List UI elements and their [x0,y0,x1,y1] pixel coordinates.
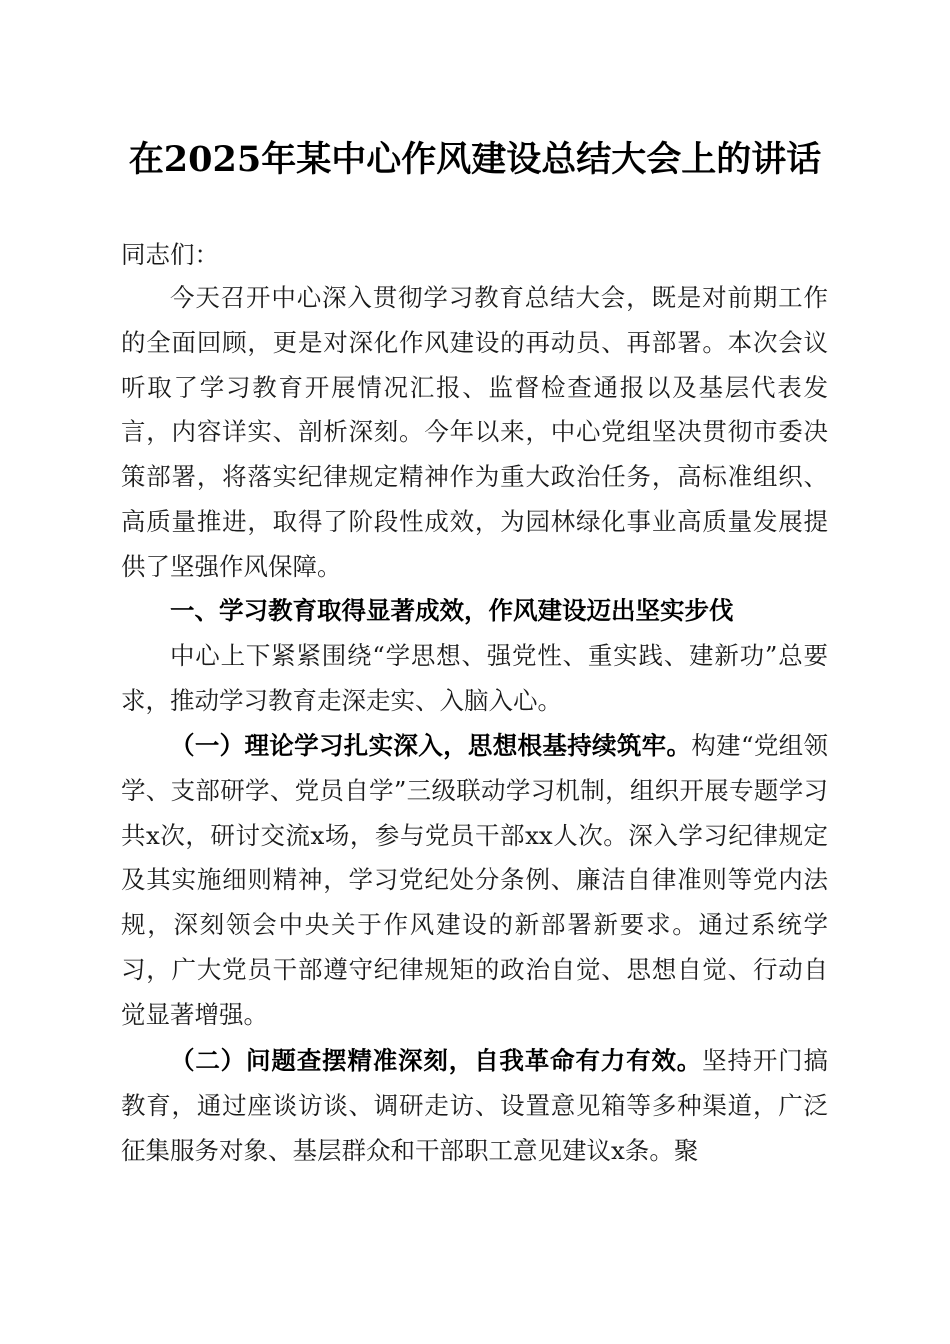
subsection-2-lead: （二）问题查摆精准深刻，自我革命有力有效。 [170,1046,703,1075]
document-title: 在2025年某中心作风建设总结大会上的讲话 [128,139,822,180]
subsection-2-paragraph [121,1039,828,1173]
subsection-1-text: 构建“党组领学、支部研学、党员自学”三级联动学习机制，组织开展专题学习共x次，研讨交流x场，参与党员干部xx人次。深入学习纪律规定及其实施细则精神，学习党纪处分条例、廉洁自律准则等党内法规，深刻领会中央关于作风建设的新部署新要求。通过系统学习，广大党员干部遵守纪律规矩的政治自觉、思想自觉、行动自觉显著增强。 [121,731,828,1029]
subsection-2-text: 坚持开门搞教育，通过座谈访谈、调研走访、设置意见箱等多种渠道，广泛征集服务对象、基层群众和干部职工意见建议x条。聚 [121,1046,829,1165]
subsection-1-paragraph [121,724,828,1038]
section-intro-paragraph: 中心上下紧紧围绕“学思想、强党性、重实践、建新功”总要求，推动学习教育走深走实、入脑入心。 [121,641,828,715]
salutation: 同志们： [121,240,219,269]
subsection-1-lead: （一）理论学习扎实深入，思想根基持续筑牢。 [170,731,692,760]
opening-paragraph: 今天召开中心深入贯彻学习教育总结大会，既是对前期工作的全面回顾，更是对深化作风建设的再动员、再部署。本次会议听取了学习教育开展情况汇报、监督检查通报以及基层代表发言，内容详实、剖析深刻。今年以来，中心党组坚决贯彻市委决策部署，将落实纪律规定精神作为重大政治任务，高标准组织、高质量推进，取得了阶段性成效，为园林绿化事业高质量发展提供了坚强作风保障。 [121,283,828,581]
section-heading-1: 一、学习教育取得显著成效，作风建设迈出坚实步伐 [170,596,734,625]
